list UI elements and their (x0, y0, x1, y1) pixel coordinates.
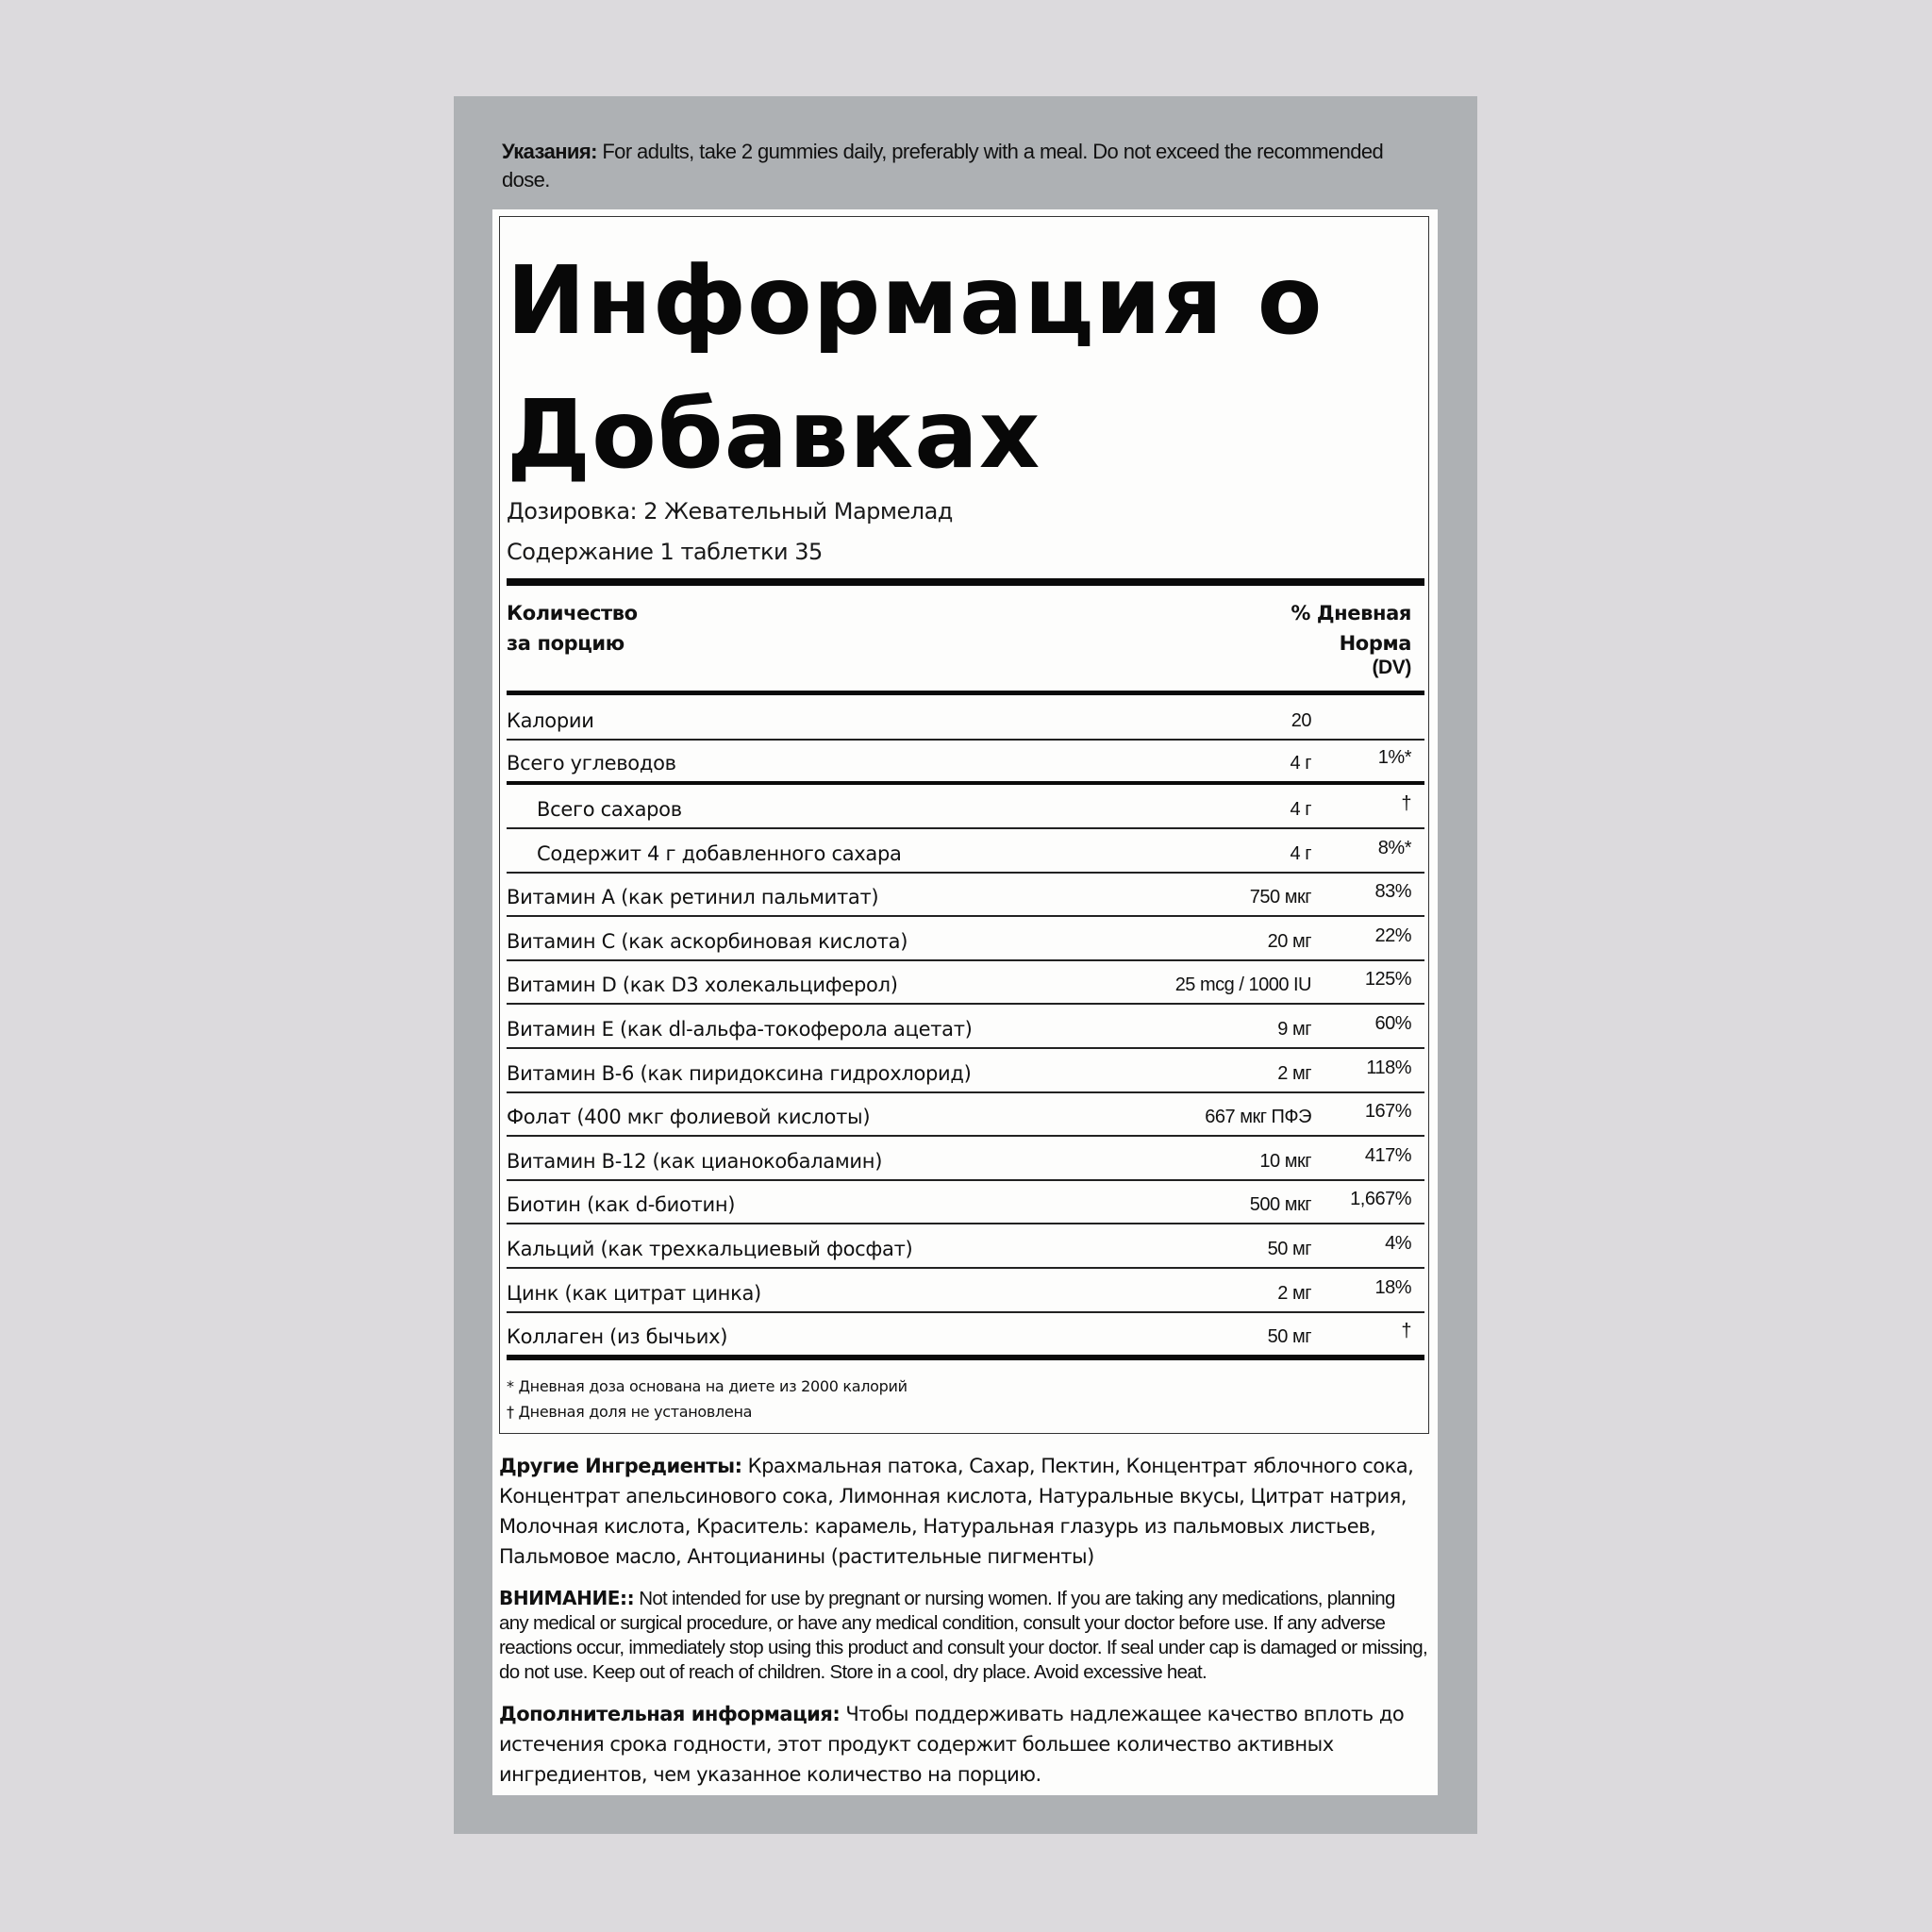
nutrient-amount: 750 мкг (1249, 887, 1311, 908)
nutrient-name: Биотин (как d-биотин) (507, 1193, 736, 1216)
nutrient-name: Витамин B-6 (как пиридоксина гидрохлорид) (507, 1062, 972, 1085)
other-ingredients-label: Другие Ингредиенты: (499, 1455, 742, 1477)
other-ingredients-text: Крахмальная патока, Сахар, Пектин, Концентрат яблочного сока, Концентрат апельсинового сока, Лимонная кислота, Натуральные вкусы, Цитрат натрия, Молочная кислота, Краситель: карамель, Натуральная глазурь из пальмовых листьев, Пальмовое масло, Антоцианины (растительные пигменты) (499, 1455, 1414, 1568)
nutrient-amount: 667 мкг ПФЭ (1205, 1107, 1311, 1127)
dv-header-line2: Норма (1339, 632, 1411, 655)
nutrient-name: Коллаген (из бычьих) (507, 1325, 728, 1348)
amount-header-line1: Количество (507, 602, 638, 625)
nutrient-name: Всего углеводов (507, 752, 676, 774)
nutrient-amount: 4 г (1290, 753, 1311, 774)
table-row (507, 829, 1424, 873)
nutrient-daily-value: 60% (1374, 1013, 1411, 1034)
nutrient-name: Витамин E (как dl-альфа-токоферола ацетат) (507, 1018, 973, 1041)
thick-rule-top (507, 578, 1424, 586)
directions-label: Указания: (502, 140, 597, 163)
nutrient-name: Витамин C (как аскорбиновая кислота) (507, 930, 908, 953)
additional-info-text: Чтобы поддерживать надлежащее качество вплоть до истечения срока годности, этот продукт содержит большее количество активных ингредиентов, чем указанное количество на порцию. (499, 1703, 1405, 1786)
table-row (507, 1269, 1424, 1312)
nutrient-name: Витамин A (как ретинил пальмитат) (507, 886, 879, 908)
table-row (507, 1092, 1424, 1136)
nutrient-daily-value: 417% (1364, 1145, 1411, 1166)
table-row (507, 1180, 1424, 1224)
table-row (507, 785, 1424, 828)
daily-value-header (1291, 598, 1411, 677)
nutrient-name: Содержит 4 г добавленного сахара (537, 842, 902, 865)
nutrient-daily-value: 8%* (1377, 838, 1411, 858)
amount-header-line2: за порцию (507, 632, 625, 655)
dv-header-line1: % Дневная (1291, 602, 1411, 625)
nutrient-amount: 20 (1291, 710, 1311, 731)
warning-label: ВНИМАНИЕ:: (499, 1587, 635, 1609)
dv-header-line3: (DV) (1372, 657, 1411, 678)
nutrient-amount: 20 мг (1267, 931, 1311, 952)
nutrient-name: Фолат (400 мкг фолиевой кислоты) (507, 1106, 871, 1128)
nutrient-daily-value: 1,667% (1350, 1189, 1411, 1209)
servings-per-container: Содержание 1 таблетки 35 (507, 539, 823, 565)
supplement-facts-title: Информация о Добавках (507, 245, 1324, 490)
warning (499, 1586, 1428, 1685)
nutrient-amount: 4 г (1290, 799, 1311, 820)
nutrient-amount: 9 мг (1277, 1019, 1311, 1040)
table-row (507, 1224, 1424, 1268)
table-row (507, 873, 1424, 916)
additional-info (499, 1699, 1428, 1790)
nutrient-daily-value: 83% (1374, 881, 1411, 902)
table-row (507, 696, 1424, 740)
nutrient-daily-value: 167% (1364, 1101, 1411, 1122)
directions-text (502, 138, 1426, 194)
nutrient-name: Цинк (как цитрат цинка) (507, 1282, 761, 1305)
table-row (507, 739, 1424, 782)
footnote-daily-value: * Дневная доза основана на диете из 2000 калорий (507, 1377, 908, 1395)
nutrient-daily-value: 22% (1374, 925, 1411, 946)
nutrient-amount: 50 мг (1267, 1326, 1311, 1347)
nutrient-amount: 2 мг (1277, 1063, 1311, 1084)
table-row (507, 1137, 1424, 1180)
other-ingredients (499, 1451, 1428, 1572)
nutrient-daily-value: 4% (1385, 1233, 1411, 1254)
nutrient-daily-value: 1%* (1377, 747, 1411, 768)
warning-text: Not intended for use by pregnant or nursing women. If you are taking any medications, planning any medical or surgical procedure, or have any medical condition, consult your doctor before use. If any adverse reactions occur, immediately stop using this product and consult your doctor. If seal under cap is damaged or missing, do not use. Keep out of reach of children. Store in a cool, dry place. Avoid excessive heat. (499, 1588, 1427, 1683)
footnote-dagger: † Дневная доля не установлена (507, 1403, 753, 1421)
thick-rule-header (507, 691, 1424, 695)
amount-per-serving-header (507, 598, 638, 658)
table-row (507, 1005, 1424, 1048)
table-row (507, 1049, 1424, 1092)
nutrient-amount: 10 мкг (1259, 1151, 1311, 1172)
nutrient-amount: 25 mcg / 1000 IU (1174, 974, 1311, 995)
thick-rule-bottom (507, 1355, 1424, 1360)
serving-size: Дозировка: 2 Жевательный Мармелад (507, 498, 953, 525)
nutrient-name: Витамин D (как D3 холекальциферол) (507, 974, 898, 996)
nutrient-amount: 50 мг (1267, 1239, 1311, 1259)
nutrient-name: Всего сахаров (537, 798, 682, 821)
table-row (507, 917, 1424, 960)
nutrient-daily-value: 125% (1364, 969, 1411, 990)
nutrient-name: Калории (507, 709, 594, 732)
nutrient-daily-value: † (1401, 793, 1411, 814)
nutrient-amount: 4 г (1290, 843, 1311, 864)
nutrient-name: Витамин B-12 (как цианокобаламин) (507, 1150, 883, 1173)
nutrient-amount: 2 мг (1277, 1283, 1311, 1304)
nutrient-daily-value: 118% (1366, 1058, 1411, 1078)
nutrient-daily-value: 18% (1374, 1277, 1411, 1298)
nutrient-daily-value: † (1401, 1321, 1411, 1341)
table-row (507, 960, 1424, 1004)
directions-body: For adults, take 2 gummies daily, preferably with a meal. Do not exceed the recommended dose. (502, 140, 1384, 192)
nutrient-name: Кальций (как трехкальциевый фосфат) (507, 1238, 913, 1260)
nutrient-amount: 500 мкг (1249, 1194, 1311, 1215)
additional-info-label: Дополнительная информация: (499, 1703, 841, 1725)
table-row (507, 1312, 1424, 1356)
